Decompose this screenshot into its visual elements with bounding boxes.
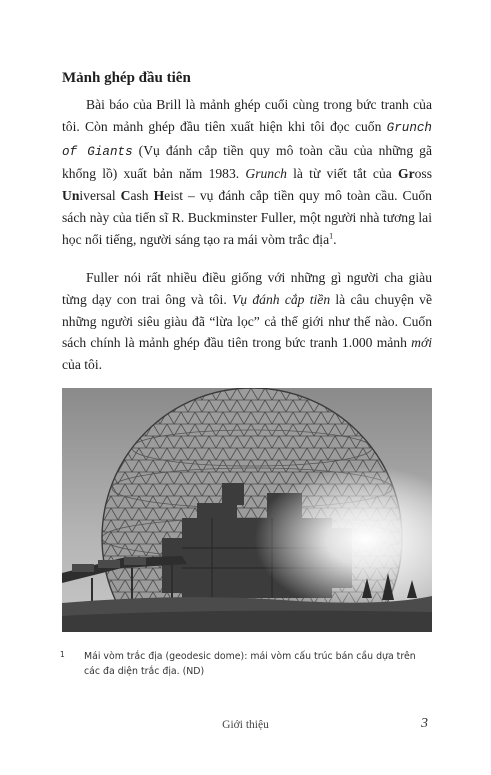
page-number: 3 <box>421 716 428 731</box>
running-footer-title: Giới thiệu <box>222 719 269 731</box>
text-run: eist <box>164 188 184 204</box>
text-run: oss <box>414 166 433 182</box>
text-run: là từ viết tắt của <box>286 166 399 182</box>
geodesic-dome-photo <box>62 388 432 632</box>
text-run: của tôi. <box>62 357 103 373</box>
dome-illustration <box>62 388 432 632</box>
text-run: ash <box>130 188 154 204</box>
italic-phrase: Vụ đánh cắp tiền <box>232 291 331 307</box>
text-run: . <box>333 231 337 247</box>
section-heading: Mảnh ghép đầu tiên <box>62 70 191 86</box>
acronym-letter: H <box>153 188 165 204</box>
footnote-number: 1 <box>60 650 65 659</box>
text-run: (Vụ đánh cắp tiền quy mô toàn cầu của những gã khổng lồ) xuất bản năm 1983. <box>62 142 432 182</box>
italic-word: mới <box>411 335 432 351</box>
footnote <box>62 649 434 679</box>
text-run: – vụ đánh cắp tiền quy mô toàn cầu. Cuốn sách này của tiến sĩ R. Buckminster Fuller, một người nhà tương lai học nổi tiếng, người sáng tạo ra mái vòm trắc địa <box>62 188 432 247</box>
grunch-word: Grunch <box>245 166 287 182</box>
acronym-letter: C <box>120 188 131 204</box>
acronym-letter: Gr <box>398 166 415 182</box>
book-title: Grunch of Giants <box>62 120 432 159</box>
acronym-letter: Un <box>62 188 80 204</box>
text-run: là câu chuyện về những người siêu giàu đã “lừa lọc” cả thế giới như thế nào. Cuốn sách chính là mảnh ghép đầu tiên trong bức tranh 1.000 mảnh <box>62 291 432 351</box>
footnote-reference[interactable]: 1 <box>329 231 334 241</box>
text-run: iversal <box>79 188 121 204</box>
footnote-text: Mái vòm trắc địa (geodesic dome): mái vòm cấu trúc bán cầu dựa trên các đa diện trắc địa. (ND) <box>84 651 416 677</box>
text-run: Bài báo của Brill là mảnh ghép cuối cùng trong bức tranh của tôi. Còn mảnh ghép đầu tiên xuất hiện khi tôi đọc cuốn <box>62 97 432 134</box>
paragraph-2 <box>62 267 432 376</box>
text-run: Fuller nói rất nhiều điều giống với những gì người cha giàu từng dạy con trai ông và tôi. <box>62 270 432 307</box>
paragraph-1 <box>62 94 432 251</box>
